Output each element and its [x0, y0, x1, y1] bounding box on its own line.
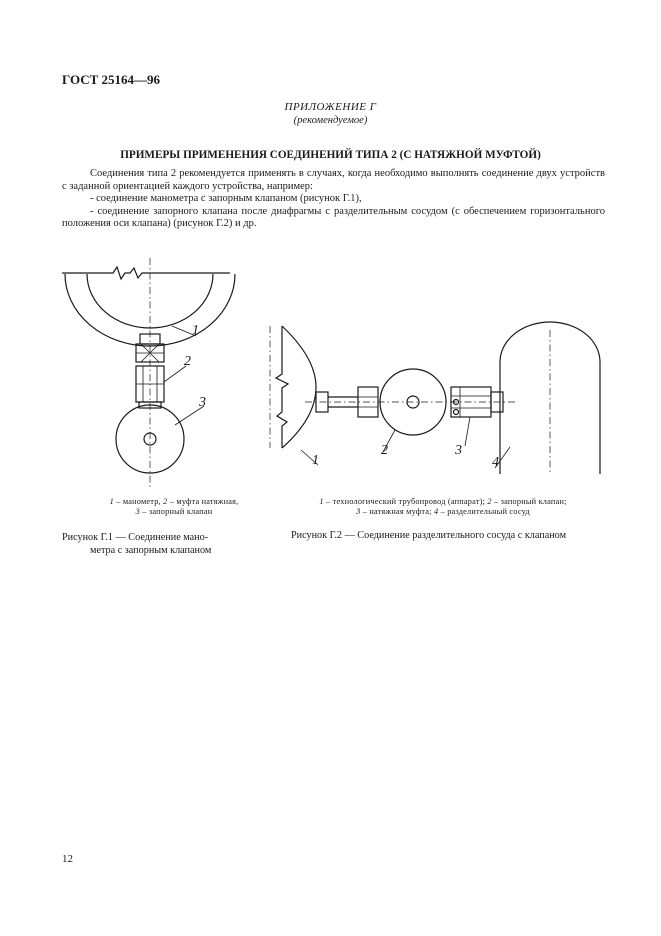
- figure-1-legend: 1 – манометр, 2 – муфта натяжная, 3 – запорный клапан: [109, 497, 239, 516]
- svg-text:1: 1: [192, 323, 199, 338]
- svg-text:4: 4: [492, 455, 499, 470]
- appendix-title: ПРИЛОЖЕНИЕ Г: [284, 101, 377, 113]
- appendix-subtitle: (рекомендуемое): [293, 115, 368, 126]
- section-title: ПРИМЕРЫ ПРИМЕНЕНИЯ СОЕДИНЕНИЙ ТИПА 2 (С НАТЯЖНОЙ МУФТОЙ): [120, 149, 541, 161]
- figure-1-caption: Рисунок Г.1 — Соединение мано- метра с запорным клапаном: [62, 532, 212, 556]
- figure-2-caption: Рисунок Г.2 — Соединение разделительного сосуда с клапаном: [291, 530, 567, 541]
- svg-text:3: 3: [455, 443, 462, 458]
- svg-text:2: 2: [184, 354, 191, 369]
- svg-text:3: 3: [199, 395, 206, 410]
- figure-2-legend: 1 – технологический трубопровод (аппарат); 2 – запорный клапан; 3 – натяжная муфта; 4 – разделительный сосуд: [319, 497, 567, 516]
- list-item: - соединение запорного клапана после диафрагмы с разделительным сосудом (с обеспечением горизонтального положения оси клапана) (рисунок Г.2) и др.: [62, 205, 605, 229]
- page-number: 12: [62, 853, 73, 865]
- intro-paragraph: Соединения типа 2 рекомендуется применять в случаях, когда необходимо выполнять соединение двух устройств с заданной ориентацией каждого устройства, например:: [62, 168, 605, 192]
- list-item: - соединение манометра с запорным клапаном (рисунок Г.1),: [90, 193, 362, 204]
- svg-text:2: 2: [381, 443, 388, 458]
- svg-text:1: 1: [312, 453, 319, 468]
- document-header: ГОСТ 25164—96: [62, 72, 161, 87]
